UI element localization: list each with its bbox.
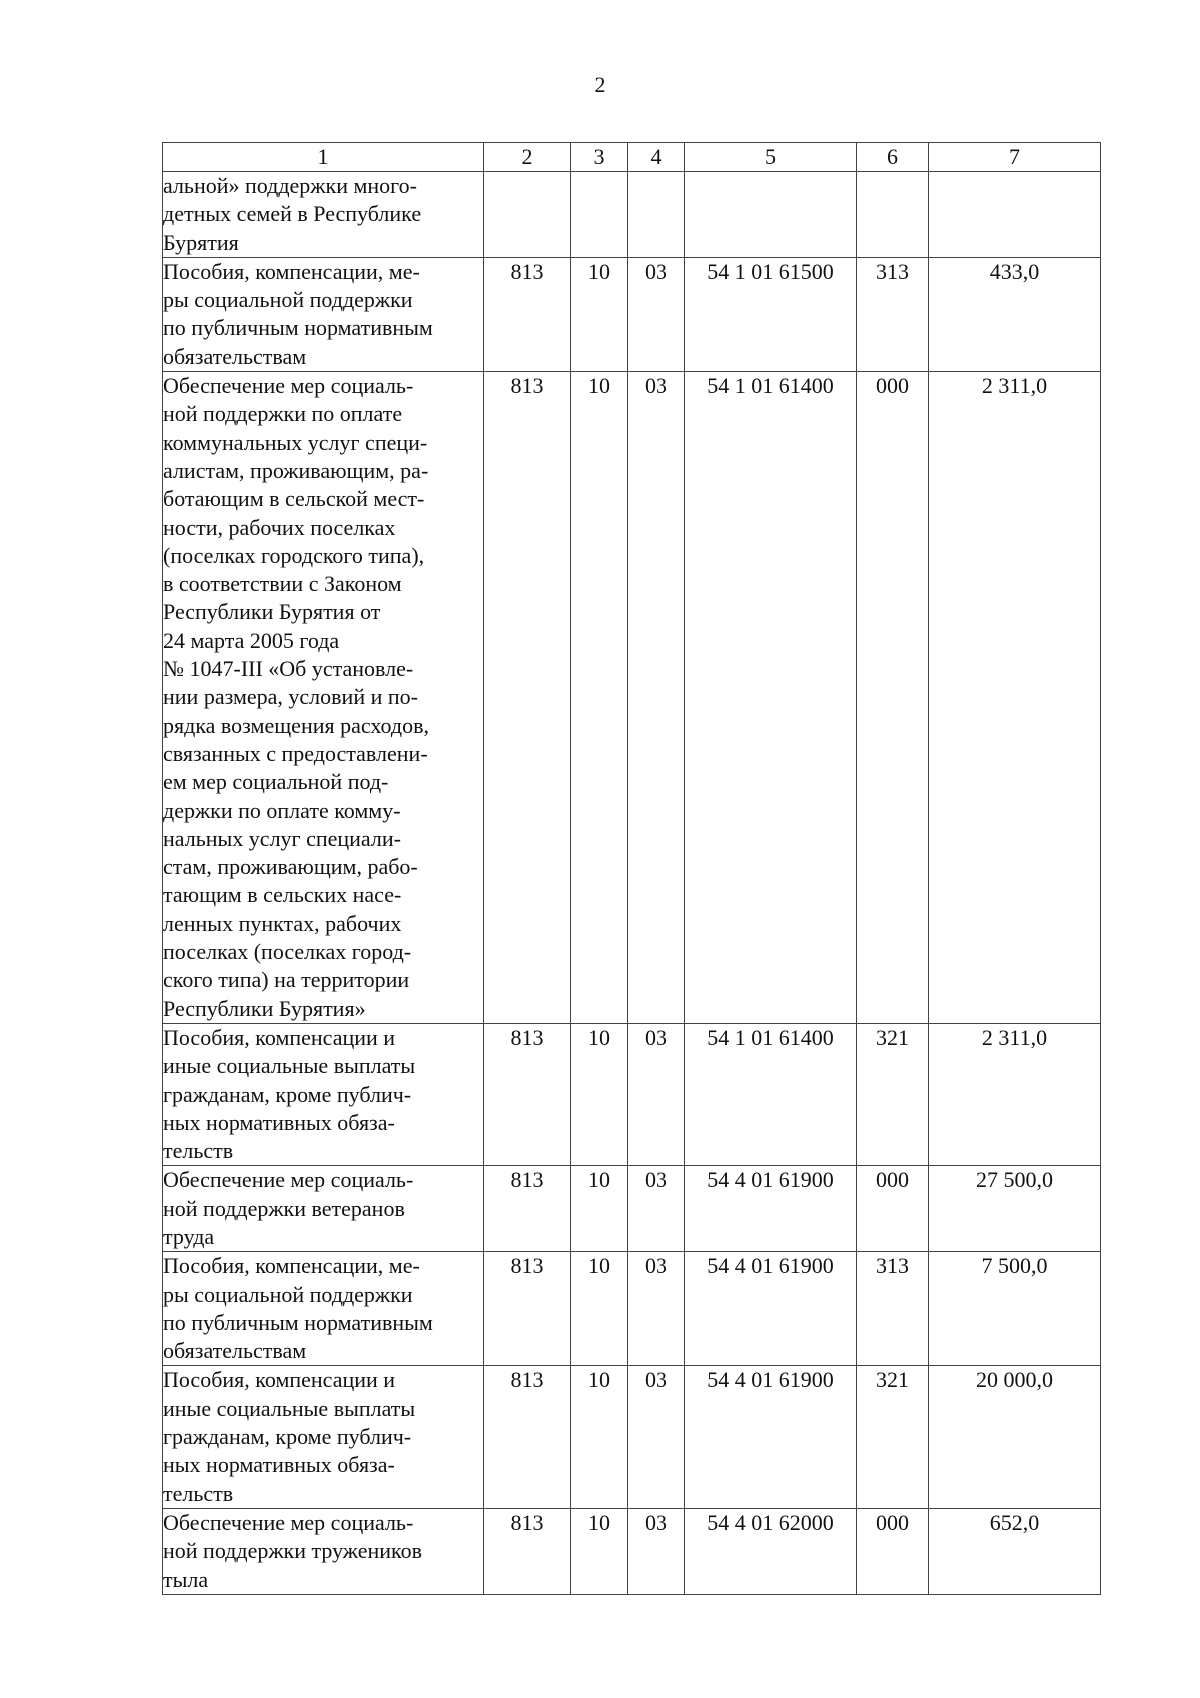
row-name-line: ем мер социальной под- <box>163 769 389 795</box>
table-row <box>163 1252 1101 1366</box>
row-name-cell <box>163 1508 484 1594</box>
amount-cell: 7 500,0 <box>929 1252 1101 1366</box>
subsection-code-cell: 03 <box>628 1252 685 1366</box>
row-name-line: № 1047-III «Об установле- <box>163 656 414 682</box>
row-name-line: Обеспечение мер социаль- <box>163 1167 414 1193</box>
expense-type-code-cell: 313 <box>857 1252 929 1366</box>
page-number: 2 <box>594 72 606 97</box>
subsection-code-cell <box>628 172 685 258</box>
table-body <box>163 172 1101 1595</box>
row-name-line: ботающим в сельской мест- <box>163 486 425 512</box>
row-name-line: гражданам, кроме публич- <box>163 1424 412 1450</box>
chapter-code-cell: 813 <box>484 1508 571 1594</box>
row-name-line: ной поддержки по оплате <box>163 401 403 427</box>
header-row <box>163 143 1101 172</box>
row-name-cell <box>163 1166 484 1252</box>
target-article-code-cell: 54 4 01 61900 <box>685 1166 857 1252</box>
row-name-line: связанных с предоставлени- <box>163 740 428 766</box>
expense-type-code-cell: 000 <box>857 1508 929 1594</box>
subsection-code-cell: 03 <box>628 1166 685 1252</box>
table-row <box>163 1508 1101 1594</box>
expense-type-code-cell: 000 <box>857 1166 929 1252</box>
row-name-line: ных нормативных обяза- <box>163 1452 395 1478</box>
target-article-code-cell: 54 1 01 61500 <box>685 257 857 371</box>
row-name-line: поселках (поселках город- <box>163 939 412 965</box>
section-code-cell: 10 <box>571 372 628 1024</box>
row-name-line: ры социальной поддержки <box>163 287 413 313</box>
subsection-code-cell: 03 <box>628 372 685 1024</box>
target-article-code-cell: 54 1 01 61400 <box>685 372 857 1024</box>
row-name-line: Пособия, компенсации и <box>163 1024 396 1050</box>
section-code-cell: 10 <box>571 1252 628 1366</box>
expense-type-code-cell: 313 <box>857 257 929 371</box>
row-name-line: Республики Бурятия от <box>163 599 381 625</box>
row-name-cell <box>163 257 484 371</box>
row-name-line: труда <box>163 1223 215 1249</box>
amount-cell: 27 500,0 <box>929 1166 1101 1252</box>
row-name-cell <box>163 1366 484 1508</box>
subsection-code-cell: 03 <box>628 1508 685 1594</box>
row-name-line: тыла <box>163 1566 209 1592</box>
row-name-line: обязательствам <box>163 1338 307 1364</box>
column-header-3: 3 <box>571 143 628 172</box>
row-name-line: Пособия, компенсации и <box>163 1367 396 1393</box>
row-name-line: в соответствии с Законом <box>163 571 402 597</box>
row-name-line: (поселках городского типа), <box>163 542 425 568</box>
amount-cell: 652,0 <box>929 1508 1101 1594</box>
amount-cell: 2 311,0 <box>929 1023 1101 1165</box>
column-header-5: 5 <box>685 143 857 172</box>
row-name-line: Обеспечение мер социаль- <box>163 373 414 399</box>
row-name-line: иные социальные выплаты <box>163 1395 416 1421</box>
chapter-code-cell: 813 <box>484 1023 571 1165</box>
row-name-line: алистам, проживающим, ра- <box>163 457 429 483</box>
row-name-line: по публичным нормативным <box>163 1309 433 1335</box>
row-name-line: Обеспечение мер социаль- <box>163 1509 414 1535</box>
row-name-line: Республики Бурятия» <box>163 995 366 1021</box>
chapter-code-cell: 813 <box>484 1252 571 1366</box>
row-name-line: Бурятия <box>163 229 239 255</box>
row-name-line: Пособия, компенсации, ме- <box>163 258 420 284</box>
column-header-6: 6 <box>857 143 929 172</box>
expense-type-code-cell: 000 <box>857 372 929 1024</box>
row-name-line: ности, рабочих поселках <box>163 514 396 540</box>
expense-type-code-cell: 321 <box>857 1366 929 1508</box>
section-code-cell: 10 <box>571 1366 628 1508</box>
subsection-code-cell: 03 <box>628 1366 685 1508</box>
subsection-code-cell: 03 <box>628 257 685 371</box>
target-article-code-cell <box>685 172 857 258</box>
amount-cell: 2 311,0 <box>929 372 1101 1024</box>
target-article-code-cell: 54 1 01 61400 <box>685 1023 857 1165</box>
row-name-line: альной» поддержки много- <box>163 173 417 198</box>
amount-cell: 433,0 <box>929 257 1101 371</box>
amount-cell <box>929 172 1101 258</box>
column-header-1: 1 <box>163 143 484 172</box>
target-article-code-cell: 54 4 01 61900 <box>685 1252 857 1366</box>
row-name-line: ленных пунктах, рабочих <box>163 910 402 936</box>
table-row <box>163 372 1101 1024</box>
chapter-code-cell: 813 <box>484 1366 571 1508</box>
row-name-line: 24 марта 2005 года <box>163 627 340 653</box>
expense-type-code-cell <box>857 172 929 258</box>
target-article-code-cell: 54 4 01 61900 <box>685 1366 857 1508</box>
section-code-cell: 10 <box>571 257 628 371</box>
row-name-cell <box>163 1023 484 1165</box>
section-code-cell: 10 <box>571 1508 628 1594</box>
table-row <box>163 172 1101 258</box>
budget-table <box>162 142 1101 1595</box>
table-row <box>163 257 1101 371</box>
chapter-code-cell: 813 <box>484 257 571 371</box>
row-name-line: ры социальной поддержки <box>163 1281 413 1307</box>
chapter-code-cell: 813 <box>484 1166 571 1252</box>
row-name-cell <box>163 1252 484 1366</box>
section-code-cell: 10 <box>571 1166 628 1252</box>
column-header-2: 2 <box>484 143 571 172</box>
row-name-line: ных нормативных обяза- <box>163 1109 395 1135</box>
row-name-line: по публичным нормативным <box>163 315 433 341</box>
expense-type-code-cell: 321 <box>857 1023 929 1165</box>
row-name-line: детных семей в Республике <box>163 201 422 227</box>
row-name-line: ского типа) на территории <box>163 967 410 993</box>
column-header-4: 4 <box>628 143 685 172</box>
row-name-line: стам, проживающим, рабо- <box>163 854 418 880</box>
row-name-line: коммунальных услуг специ- <box>163 429 428 455</box>
table-row <box>163 1366 1101 1508</box>
row-name-line: ной поддержки тружеников <box>163 1538 422 1564</box>
section-code-cell <box>571 172 628 258</box>
row-name-line: держки по оплате комму- <box>163 797 401 823</box>
row-name-line: тельств <box>163 1480 234 1506</box>
chapter-code-cell <box>484 172 571 258</box>
row-name-cell <box>163 372 484 1024</box>
table-row <box>163 1166 1101 1252</box>
column-header-7: 7 <box>929 143 1101 172</box>
amount-cell: 20 000,0 <box>929 1366 1101 1508</box>
row-name-line: ной поддержки ветеранов <box>163 1195 405 1221</box>
row-name-line: обязательствам <box>163 343 307 369</box>
row-name-line: Пособия, компенсации, ме- <box>163 1253 420 1279</box>
chapter-code-cell: 813 <box>484 372 571 1024</box>
row-name-line: гражданам, кроме публич- <box>163 1081 412 1107</box>
row-name-line: тающим в сельских насе- <box>163 882 402 908</box>
table-row <box>163 1023 1101 1165</box>
row-name-line: нальных услуг специали- <box>163 825 401 851</box>
section-code-cell: 10 <box>571 1023 628 1165</box>
row-name-line: иные социальные выплаты <box>163 1053 416 1079</box>
row-name-cell <box>163 172 484 258</box>
row-name-line: рядка возмещения расходов, <box>163 712 429 738</box>
row-name-line: нии размера, условий и по- <box>163 684 418 710</box>
subsection-code-cell: 03 <box>628 1023 685 1165</box>
target-article-code-cell: 54 4 01 62000 <box>685 1508 857 1594</box>
row-name-line: тельств <box>163 1138 234 1164</box>
